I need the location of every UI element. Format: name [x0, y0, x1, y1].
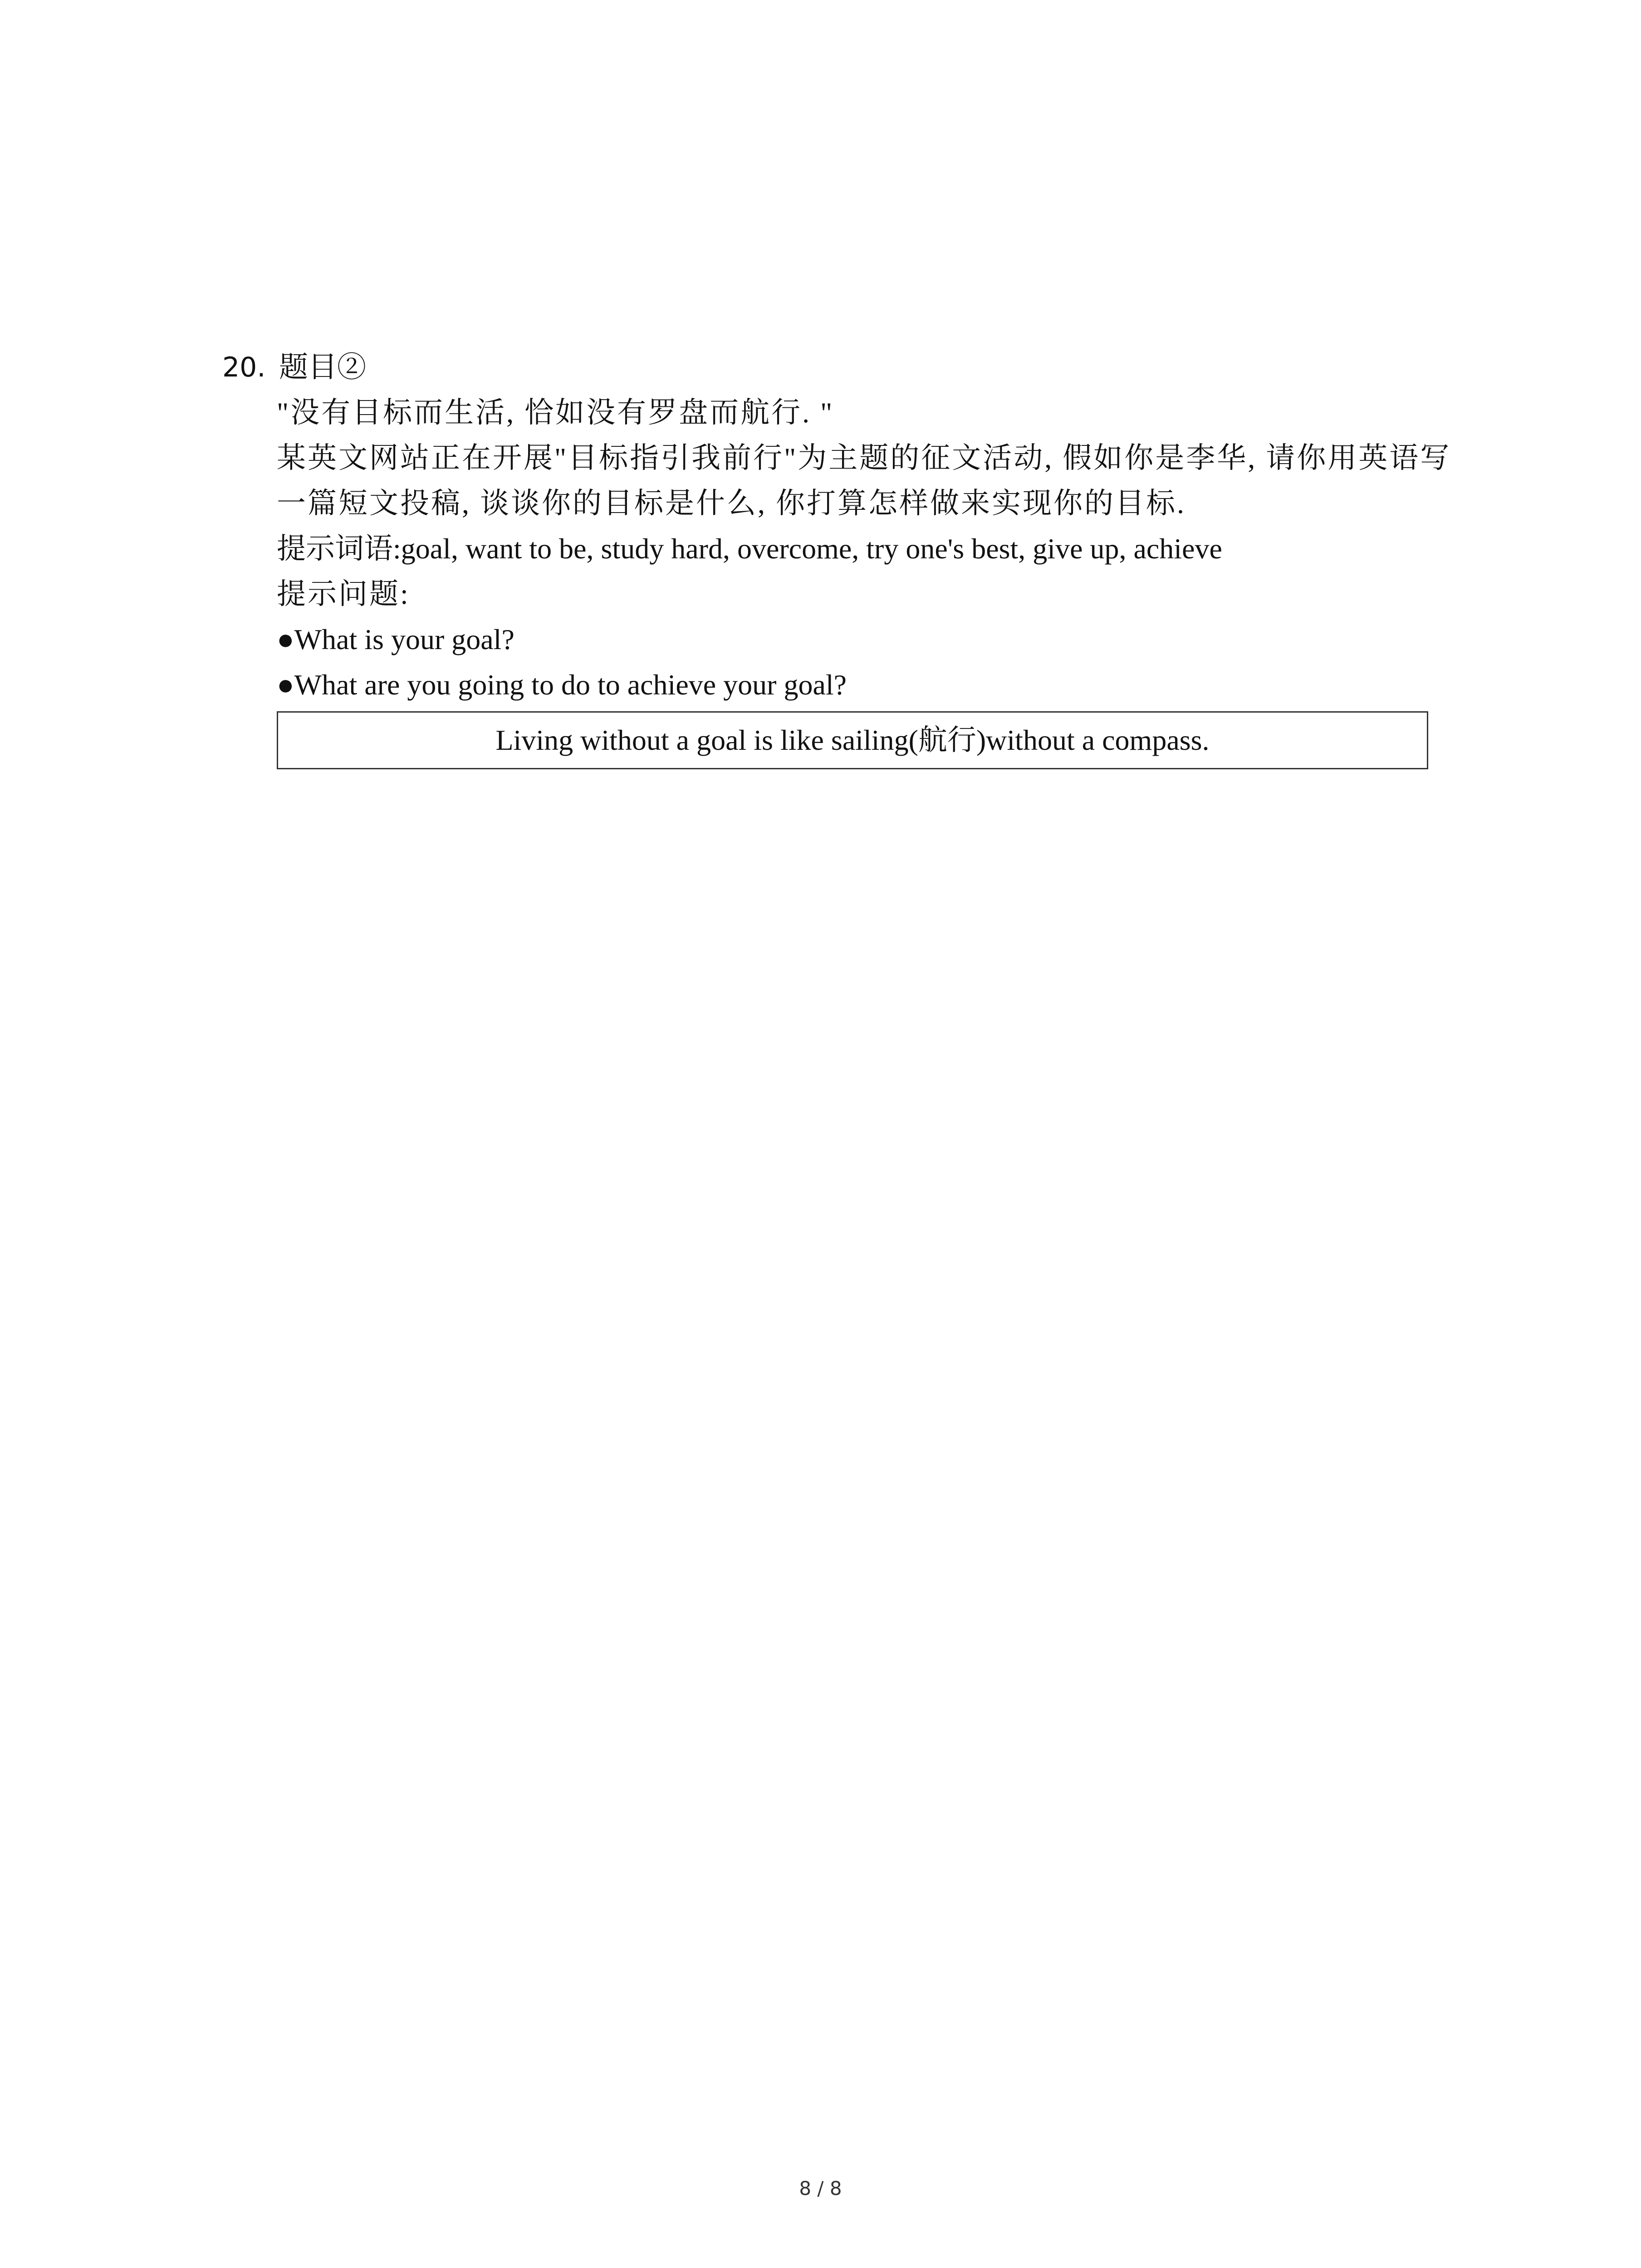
page-number: 8 / 8 [799, 2177, 842, 2200]
question-body [277, 390, 1456, 769]
hint-words: 提示词语:goal, want to be, study hard, overcome, try one's best, give up, achieve [277, 533, 1222, 565]
quote-chinese: "没有目标而生活, 恰如没有罗盘而航行. " [277, 396, 834, 429]
question-20 [222, 345, 1456, 769]
instruction-line-2: 一篇短文投稿, 谈谈你的目标是什么, 你打算怎样做来实现你的目标. [277, 487, 1186, 519]
hint-question-2: ●What are you going to do to achieve your goal? [277, 669, 847, 701]
english-quote-box [277, 711, 1428, 769]
instruction-line-1: 某英文网站正在开展"目标指引我前行"为主题的征文活动, 假如你是李华, 请你用英语写 [277, 442, 1451, 474]
question-title: 题目② [279, 351, 366, 383]
question-header [222, 345, 1456, 390]
english-quote: Living without a goal is like sailing(航行)without a compass. [495, 724, 1210, 756]
question-number: 20. [222, 352, 266, 383]
hint-questions-label: 提示问题: [277, 578, 410, 610]
hint-question-1: ●What is your goal? [277, 623, 514, 655]
